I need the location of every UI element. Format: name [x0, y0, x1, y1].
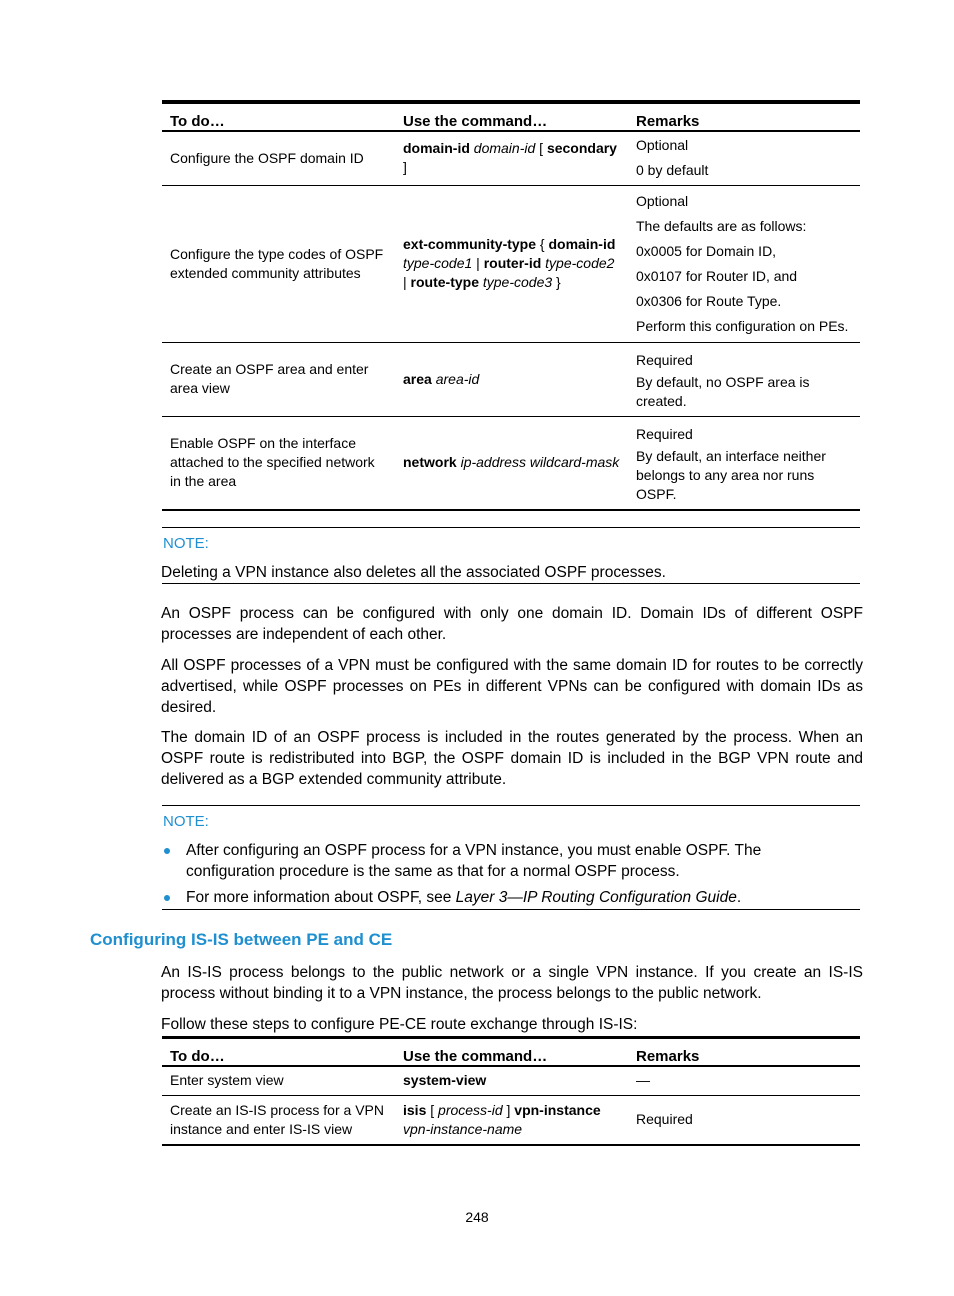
- ospf-command-table: [162, 100, 860, 511]
- remark-line: By default, an interface neither belongs to any area nor runs OSPF.: [636, 447, 826, 502]
- command-argument: domain-id: [473, 140, 536, 157]
- command-argument: vpn-instance-name: [403, 1120, 523, 1137]
- bullet-text: .: [736, 889, 742, 906]
- command-keyword: system-view: [403, 1072, 487, 1089]
- note-text: Deleting a VPN instance also deletes all the associated OSPF processes.: [161, 564, 666, 581]
- command-cell: [395, 131, 628, 185]
- note-bottom-rule: [162, 583, 860, 584]
- header-remarks: Remarks: [628, 102, 860, 131]
- page-number: 248: [465, 1209, 489, 1225]
- table-row: [162, 1095, 860, 1145]
- table-row: [162, 185, 860, 342]
- command-keyword: secondary: [546, 140, 617, 157]
- table-header-row: [162, 102, 860, 131]
- command-syntax: [: [535, 140, 547, 157]
- remark-line: 0x0005 for Domain ID,: [636, 242, 777, 259]
- bullet-icon: [164, 848, 170, 854]
- remark-line: Optional: [636, 192, 689, 209]
- paragraph: All OSPF processes of a VPN must be configured with the same domain ID for routes to be correctly advertised, while OSPF processes on PEs in different VPNs can be configured with domain IDs as desired.: [161, 657, 863, 716]
- header-command: Use the command…: [395, 1038, 628, 1067]
- command-cell: [395, 1095, 628, 1145]
- command-keyword: vpn-instance: [514, 1101, 601, 1118]
- remark-line: Required: [636, 1111, 693, 1128]
- remark-line: 0 by default: [636, 162, 709, 179]
- command-syntax: ]: [502, 1101, 515, 1118]
- bullet-icon: [164, 895, 170, 901]
- remarks-cell: [628, 1095, 860, 1145]
- bullet-text: For more information about OSPF, see: [186, 889, 456, 906]
- paragraph: An OSPF process can be configured with only one domain ID. Domain IDs of different OSPF processes are independent of each other.: [161, 605, 863, 643]
- section-heading: Configuring IS-IS between PE and CE: [90, 930, 393, 949]
- command-keyword: ext-community-type: [403, 236, 537, 252]
- command-argument: area-id: [435, 370, 480, 387]
- paragraph: Follow these steps to configure PE-CE route exchange through IS-IS:: [161, 1016, 638, 1033]
- note-top-rule: [162, 527, 860, 528]
- note-top-rule: [162, 805, 860, 806]
- header-remarks: Remarks: [628, 1038, 860, 1067]
- command-syntax: [: [426, 1101, 439, 1118]
- remarks-cell: [628, 342, 860, 416]
- command-keyword: router-id: [483, 255, 542, 271]
- note-label: NOTE:: [163, 535, 209, 552]
- remark-line: Optional: [636, 137, 689, 154]
- command-syntax: {: [536, 236, 549, 252]
- remark-line: Perform this configuration on PEs.: [636, 317, 849, 334]
- command-cell: [395, 416, 628, 510]
- remarks-cell: [628, 185, 860, 342]
- command-argument: type-code1: [403, 255, 473, 271]
- table-row: [162, 1066, 860, 1095]
- remark-line: By default, no OSPF area is created.: [636, 373, 810, 409]
- command-keyword: isis: [403, 1101, 427, 1118]
- guide-reference: Layer 3—IP Routing Configuration Guide: [455, 889, 737, 906]
- paragraph: An IS-IS process belongs to the public network or a single VPN instance. If you create an IS-IS process without binding it to a VPN instance, the process belongs to the public network.: [161, 964, 863, 1002]
- header-todo: To do…: [162, 102, 395, 131]
- todo-cell: Configure the type codes of OSPF extended community attributes: [162, 185, 395, 342]
- note-bullet: After configuring an OSPF process for a VPN instance, you must enable OSPF. The configuration procedure is the same as that for a normal OSPF process.: [186, 842, 762, 880]
- note-bottom-rule: [162, 909, 860, 910]
- table-row: [162, 342, 860, 416]
- todo-cell: Create an OSPF area and enter area view: [162, 342, 395, 416]
- command-keyword: route-type: [410, 274, 479, 290]
- command-syntax: |: [472, 255, 484, 271]
- remarks-cell: [628, 416, 860, 510]
- remark-line: Required: [636, 425, 693, 442]
- remark-line: —: [636, 1072, 650, 1089]
- todo-cell: Configure the OSPF domain ID: [162, 131, 395, 185]
- todo-cell: Enter system view: [162, 1066, 395, 1095]
- table-row: [162, 131, 860, 185]
- header-todo: To do…: [162, 1038, 395, 1067]
- table-row: [162, 416, 860, 510]
- remark-line: The defaults are as follows:: [636, 217, 807, 234]
- isis-command-table: [162, 1036, 860, 1146]
- todo-cell: Enable OSPF on the interface attached to the specified network in the area: [162, 416, 395, 510]
- command-keyword: area: [403, 370, 432, 387]
- command-syntax: }: [552, 274, 561, 290]
- command-cell: [395, 1066, 628, 1095]
- command-argument: ip-address wildcard-mask: [460, 454, 620, 471]
- command-syntax: ]: [403, 159, 407, 176]
- command-keyword: network: [403, 454, 457, 471]
- remark-line: 0x0306 for Route Type.: [636, 292, 782, 309]
- command-argument: type-code2: [545, 255, 615, 271]
- table-header-row: [162, 1038, 860, 1067]
- command-argument: process-id: [438, 1101, 503, 1118]
- remarks-cell: [628, 131, 860, 185]
- remark-line: 0x0107 for Router ID, and: [636, 267, 798, 284]
- command-argument: type-code3: [482, 274, 553, 290]
- command-cell: [395, 342, 628, 416]
- todo-cell: Create an IS-IS process for a VPN instance and enter IS-IS view: [162, 1095, 395, 1145]
- command-cell: [395, 185, 628, 342]
- note-bullet: [186, 887, 846, 908]
- command-syntax: |: [403, 274, 411, 290]
- note-label: NOTE:: [163, 813, 209, 830]
- command-keyword: domain-id: [548, 236, 616, 252]
- remark-line: Required: [636, 351, 693, 368]
- header-command: Use the command…: [395, 102, 628, 131]
- remarks-cell: [628, 1066, 860, 1095]
- command-keyword: domain-id: [403, 140, 470, 157]
- paragraph: The domain ID of an OSPF process is included in the routes generated by the process. When an OSPF route is redistributed into BGP, the OSPF domain ID is included in the BGP VPN route and delivered as a BGP extended community attribute.: [161, 729, 863, 788]
